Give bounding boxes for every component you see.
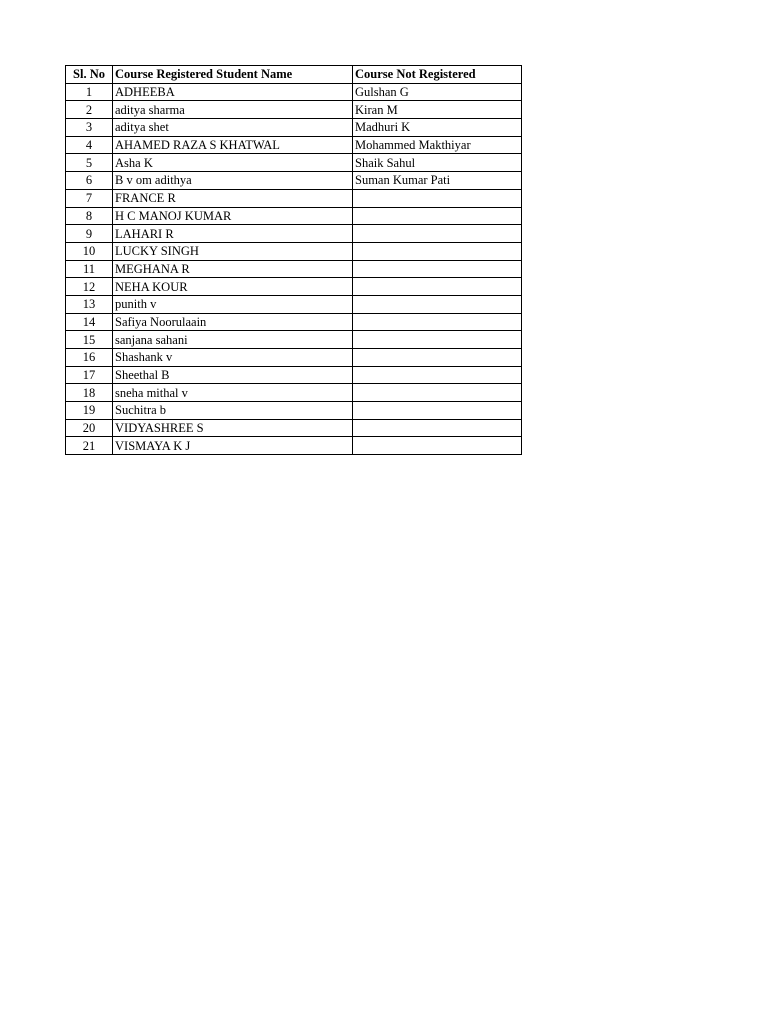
table-row bbox=[66, 101, 522, 119]
registered-name-cell: LAHARI R bbox=[113, 225, 353, 243]
table-row bbox=[66, 136, 522, 154]
sl-no-cell: 4 bbox=[66, 136, 113, 154]
header-row bbox=[66, 66, 522, 84]
registered-name-cell: Safiya Noorulaain bbox=[113, 313, 353, 331]
sl-no-cell: 11 bbox=[66, 260, 113, 278]
sl-no-cell: 16 bbox=[66, 349, 113, 367]
sl-no-cell: 1 bbox=[66, 83, 113, 101]
registered-name-cell: MEGHANA R bbox=[113, 260, 353, 278]
table-header bbox=[66, 66, 522, 84]
not-registered-cell bbox=[353, 242, 522, 260]
sl-no-cell: 17 bbox=[66, 366, 113, 384]
registered-name-cell: LUCKY SINGH bbox=[113, 242, 353, 260]
not-registered-cell bbox=[353, 260, 522, 278]
sl-no-cell: 5 bbox=[66, 154, 113, 172]
sl-no-cell: 10 bbox=[66, 242, 113, 260]
table-row bbox=[66, 278, 522, 296]
table-row bbox=[66, 366, 522, 384]
not-registered-cell bbox=[353, 278, 522, 296]
registered-name-cell: Suchitra b bbox=[113, 402, 353, 420]
not-registered-header: Course Not Registered bbox=[353, 66, 522, 84]
not-registered-cell: Madhuri K bbox=[353, 119, 522, 137]
sl-no-cell: 8 bbox=[66, 207, 113, 225]
not-registered-cell bbox=[353, 419, 522, 437]
table-row bbox=[66, 313, 522, 331]
table-row bbox=[66, 119, 522, 137]
registered-name-cell: FRANCE R bbox=[113, 189, 353, 207]
registered-name-cell: aditya shet bbox=[113, 119, 353, 137]
sl-no-cell: 2 bbox=[66, 101, 113, 119]
registered-name-cell: aditya sharma bbox=[113, 101, 353, 119]
table-row bbox=[66, 419, 522, 437]
not-registered-cell bbox=[353, 295, 522, 313]
registered-name-cell: ADHEEBA bbox=[113, 83, 353, 101]
not-registered-cell bbox=[353, 313, 522, 331]
sl-no-cell: 19 bbox=[66, 402, 113, 420]
sl-no-cell: 3 bbox=[66, 119, 113, 137]
sl-no-cell: 14 bbox=[66, 313, 113, 331]
registered-name-cell: Shashank v bbox=[113, 349, 353, 367]
registered-name-cell: sanjana sahani bbox=[113, 331, 353, 349]
registered-name-cell: VIDYASHREE S bbox=[113, 419, 353, 437]
sl-no-cell: 6 bbox=[66, 172, 113, 190]
not-registered-cell: Mohammed Makthiyar bbox=[353, 136, 522, 154]
registered-name-cell: Asha K bbox=[113, 154, 353, 172]
registered-name-cell: NEHA KOUR bbox=[113, 278, 353, 296]
table-row bbox=[66, 349, 522, 367]
student-registration-table bbox=[65, 65, 522, 455]
table-row bbox=[66, 295, 522, 313]
table-row bbox=[66, 331, 522, 349]
not-registered-cell: Kiran M bbox=[353, 101, 522, 119]
registered-name-cell: Sheethal B bbox=[113, 366, 353, 384]
sl-no-cell: 13 bbox=[66, 295, 113, 313]
not-registered-cell bbox=[353, 207, 522, 225]
sl-no-cell: 21 bbox=[66, 437, 113, 455]
table-row bbox=[66, 172, 522, 190]
table-row bbox=[66, 207, 522, 225]
table-row bbox=[66, 260, 522, 278]
table-row bbox=[66, 154, 522, 172]
not-registered-cell: Suman Kumar Pati bbox=[353, 172, 522, 190]
registered-name-cell: VISMAYA K J bbox=[113, 437, 353, 455]
registered-name-cell: AHAMED RAZA S KHATWAL bbox=[113, 136, 353, 154]
not-registered-cell bbox=[353, 366, 522, 384]
registered-name-cell: punith v bbox=[113, 295, 353, 313]
not-registered-cell bbox=[353, 349, 522, 367]
sl-no-header: Sl. No bbox=[66, 66, 113, 84]
not-registered-cell: Shaik Sahul bbox=[353, 154, 522, 172]
table-row bbox=[66, 402, 522, 420]
table-body bbox=[66, 83, 522, 454]
sl-no-cell: 12 bbox=[66, 278, 113, 296]
not-registered-cell bbox=[353, 384, 522, 402]
not-registered-cell: Gulshan G bbox=[353, 83, 522, 101]
not-registered-cell bbox=[353, 189, 522, 207]
not-registered-cell bbox=[353, 402, 522, 420]
table-row bbox=[66, 225, 522, 243]
sl-no-cell: 15 bbox=[66, 331, 113, 349]
sl-no-cell: 20 bbox=[66, 419, 113, 437]
sl-no-cell: 7 bbox=[66, 189, 113, 207]
registered-name-cell: B v om adithya bbox=[113, 172, 353, 190]
table-row bbox=[66, 189, 522, 207]
registered-name-cell: H C MANOJ KUMAR bbox=[113, 207, 353, 225]
table-row bbox=[66, 384, 522, 402]
not-registered-cell bbox=[353, 437, 522, 455]
table-row bbox=[66, 437, 522, 455]
not-registered-cell bbox=[353, 331, 522, 349]
table-row bbox=[66, 242, 522, 260]
sl-no-cell: 18 bbox=[66, 384, 113, 402]
table-row bbox=[66, 83, 522, 101]
not-registered-cell bbox=[353, 225, 522, 243]
sl-no-cell: 9 bbox=[66, 225, 113, 243]
registered-name-cell: sneha mithal v bbox=[113, 384, 353, 402]
registered-name-header: Course Registered Student Name bbox=[113, 66, 353, 84]
